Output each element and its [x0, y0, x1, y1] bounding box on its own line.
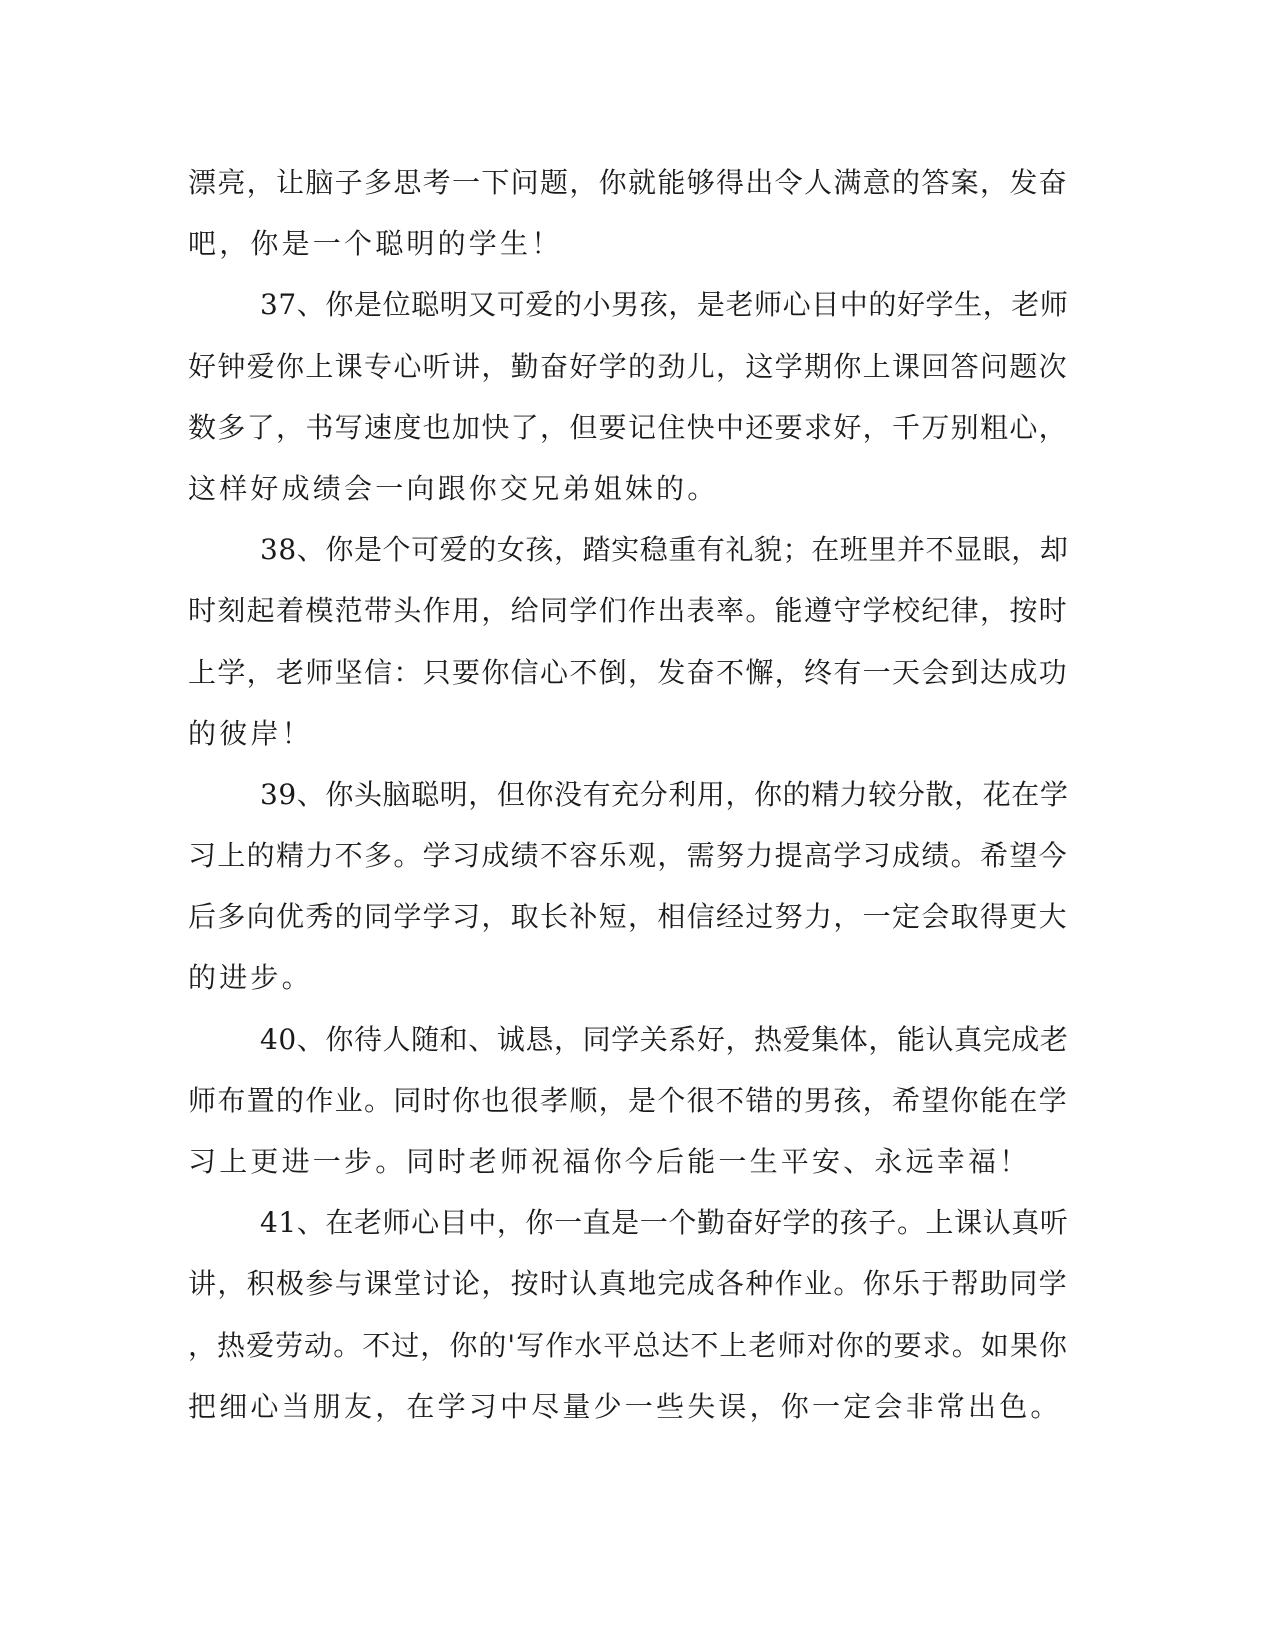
text-line: 上学，老师坚信：只要你信心不倒，发奋不懈，终有一天会到达成功: [188, 655, 1069, 689]
paragraph-first-line: 40、你待人随和、诚恳，同学关系好，热爱集体，能认真完成老: [260, 1022, 1069, 1056]
text-line: 师布置的作业。同时你也很孝顺，是个很不错的男孩，希望你能在学: [188, 1083, 1069, 1117]
paragraph-first-line: 41、在老师心目中，你一直是一个勤奋好学的孩子。上课认真听: [260, 1206, 1069, 1240]
text-line: 的彼岸！: [188, 716, 313, 750]
text-line: 漂亮，让脑子多思考一下问题，你就能够得出令人满意的答案，发奋: [188, 166, 1069, 199]
text-line: 讲，积极参与课堂讨论，按时认真地完成各种作业。你乐于帮助同学: [188, 1267, 1069, 1301]
paragraph-first-line: 38、你是个可爱的女孩，踏实稳重有礼貌；在班里并不显眼，却: [260, 533, 1069, 567]
text-line: 这样好成绩会一向跟你交兄弟姐妹的。: [188, 471, 719, 505]
text-line: 数多了，书写速度也加快了，但要记住快中还要求好，千万别粗心，: [188, 410, 1069, 444]
text-line: 后多向优秀的同学学习，取长补短，相信经过努力，一定会取得更大: [188, 900, 1069, 934]
text-line: 习上的精力不多。学习成绩不容乐观，需努力提高学习成绩。希望今: [188, 839, 1069, 873]
text-line: 的进步。: [188, 961, 313, 995]
text-line: ，热爱劳动。不过，你的'写作水平总达不上老师对你的要求。如果你: [188, 1328, 1068, 1362]
text-line: 好钟爱你上课专心听讲，勤奋好学的劲儿，这学期你上课回答问题次: [188, 349, 1069, 383]
text-line: 习上更进一步。同时老师祝福你今后能一生平安、永远幸福！: [188, 1145, 1031, 1178]
paragraph-first-line: 39、你头脑聪明，但你没有充分利用，你的精力较分散，花在学: [260, 777, 1069, 811]
text-line: 时刻起着模范带头作用，给同学们作出表率。能遵守学校纪律，按时: [188, 594, 1069, 628]
text-line: 把细心当朋友，在学习中尽量少一些失误，你一定会非常出色。: [188, 1389, 1062, 1423]
document-body: [188, 152, 1068, 1437]
paragraph-first-line: 37、你是位聪明又可爱的小男孩，是老师心目中的好学生，老师: [260, 288, 1069, 322]
text-line: 吧，你是一个聪明的学生！: [188, 227, 563, 261]
